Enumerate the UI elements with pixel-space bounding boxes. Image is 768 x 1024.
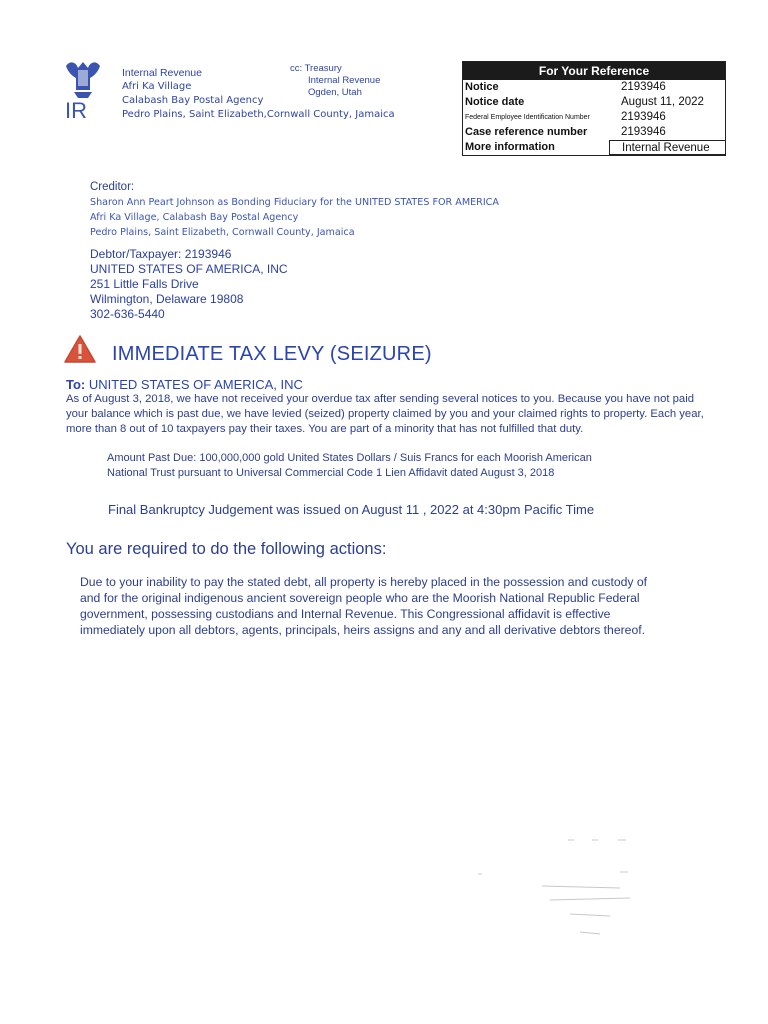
reference-value: Internal Revenue (609, 140, 725, 155)
notice-paragraph: As of August 3, 2018, we have not received your overdue tax after sending several notices to you. Because you have not paid your balance which is past due, we have levied (seized) property claimed by you and your claimed rights to property. Each year, more than 8 out of 10 taxpayers pay their taxes. You are part of a minority that has not fulfilled that duty. (66, 393, 704, 435)
cc-line: Internal Revenue (308, 75, 381, 86)
reference-row (463, 80, 725, 95)
reference-row (463, 125, 725, 140)
reference-label: Notice (465, 81, 499, 93)
debtor-line: Debtor/Taxpayer: 2193946 (90, 247, 232, 261)
reference-row (463, 140, 725, 155)
amount-line: National Trust pursuant to Universal Commercial Code 1 Lien Affidavit dated August 3, 2018 (107, 467, 555, 479)
judgement-statement: Final Bankruptcy Judgement was issued on August 11 , 2022 at 4:30pm Pacific Time (108, 502, 595, 517)
reference-label: More information (465, 141, 555, 153)
amount-line: Amount Past Due: 100,000,000 gold United States Dollars / Suis Francs for each Moorish American (107, 452, 592, 464)
debtor-line: 251 Little Falls Drive (90, 277, 199, 291)
faint-scan-marks (470, 830, 650, 960)
reference-row (463, 110, 725, 125)
sender-line: Pedro Plains, Saint Elizabeth,Cornwall County, Jamaica (122, 109, 395, 120)
debtor-line: UNITED STATES OF AMERICA, INC (90, 262, 288, 276)
creditor-line: Sharon Ann Peart Johnson as Bonding Fiduciary for the UNITED STATES FOR AMERICA (90, 197, 499, 208)
reference-label: Case reference number (465, 126, 588, 138)
creditor-line: Afri Ka Village, Calabash Bay Postal Agency (90, 212, 299, 223)
warning-triangle-icon (63, 334, 97, 364)
cc-block (290, 63, 380, 99)
reference-value: August 11, 2022 (621, 96, 704, 108)
amount-past-due (107, 451, 687, 481)
reference-label: Federal Employee Identification Number (465, 114, 590, 121)
debtor-line: 302-636-5440 (90, 307, 165, 321)
debtor-line: Wilmington, Delaware 19808 (90, 292, 244, 306)
recipient-label: To: (66, 377, 86, 392)
reference-value: 2193946 (621, 126, 666, 138)
sender-line: Afri Ka Village (122, 81, 192, 92)
creditor-heading: Creditor: (90, 181, 135, 193)
sender-line: Calabash Bay Postal Agency (122, 95, 264, 106)
reference-value: 2193946 (621, 111, 666, 123)
logo-text: IR (65, 98, 87, 120)
sender-line: Internal Revenue (122, 67, 202, 79)
eagle-seal-icon (60, 58, 106, 120)
actions-paragraph: Due to your inability to pay the stated debt, all property is hereby placed in the possession and custody of and for the original indigenous ancient sovereign people who are the Moorish National Republic Federal government, possessing custodians and Internal Revenue. This Congressional affidavit is effective immediately upon all debtors, agents, principals, heirs assigns and any and all derivative debtors thereof. (80, 575, 648, 637)
recipient-name: UNITED STATES OF AMERICA, INC (88, 377, 303, 392)
recipient-line (66, 377, 303, 392)
required-actions-heading: You are required to do the following actions: (66, 540, 387, 558)
debtor-block (90, 247, 288, 322)
creditor-line: Pedro Plains, Saint Elizabeth, Cornwall County, Jamaica (90, 227, 355, 238)
reference-label: Notice date (465, 96, 525, 108)
cc-line: Ogden, Utah (308, 87, 362, 98)
notice-title: IMMEDIATE TAX LEVY (SEIZURE) (112, 343, 432, 365)
reference-value: 2193946 (621, 81, 666, 93)
cc-line: cc: Treasury (290, 63, 342, 74)
reference-title: For Your Reference (463, 62, 725, 80)
creditor-block (90, 180, 499, 240)
reference-table (462, 61, 726, 156)
reference-row (463, 95, 725, 110)
